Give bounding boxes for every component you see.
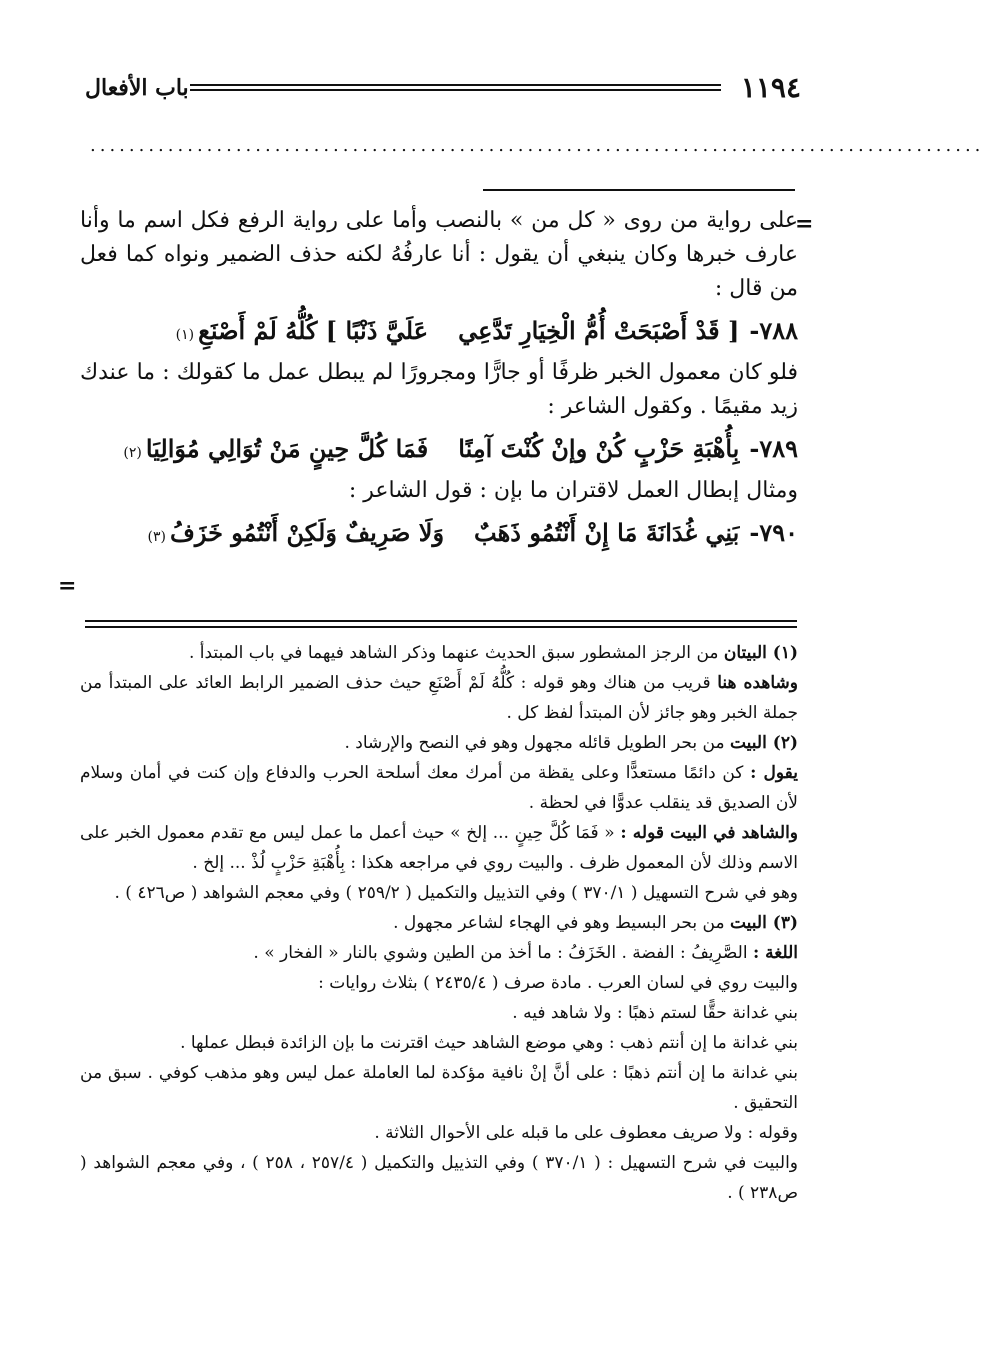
footnote-line: (٣) البيت من بحر البسيط وهو في الهجاء لشاعر مجهول . (393, 913, 798, 933)
footnote-line: وشاهده هنا قريب من هناك وهو قوله : كُلُّهُ لَمْ أَصْنَعِ حيث حذف الضمير الرابط العائد على المبتدأ من جملة الخبر وهو جائز لأن المبتدأ لفظ كل . (80, 673, 798, 723)
verse-number: ٧٨٨- (749, 316, 798, 345)
verse-hemistich-2: فَمَا كُلَّ حِينٍ مَنْ تُوَالِي مُوَالِيَا (145, 434, 429, 463)
main-text (80, 204, 798, 558)
verse-hemistich-2: وَلَا صَرِيفٌ وَلَكِنْ أَنْتُمُو خَزَفُ (169, 518, 445, 547)
page-header (85, 70, 801, 106)
header-rule (190, 84, 721, 91)
footnotes (80, 638, 798, 1208)
footnote-line: والبيت في شرح التسهيل : ( ٣٧٠/١ ) وفي التذييل والتكميل ( ٢٥٧/٤ ، ٢٥٨ ) ، وفي معجم الشواهد ( ص٢٣٨ ) . (80, 1153, 798, 1203)
continuation-mark-end: = (58, 573, 77, 599)
verse-hemistich-1: بِأُهْبَةِ حَزْبٍ كُنْ وإنْ كُنْتَ آمِنًا (458, 434, 740, 463)
verse-hemistich-2: عَلَيَّ ذَنْبًا ] كُلُّهُ لَمْ أَصْنَعِ (198, 316, 429, 345)
paragraph-1: على رواية من روى « كل من » بالنصب وأما على رواية الرفع فكل اسم ما وأنا عارف خبرها وكان ينبغي أن يقول : أنا عارفُهُ لكنه حذف الضمير ونواه كما فعل من قال : (80, 208, 798, 301)
footnote-line: بني غدانة حقًّا لستم ذهبًا : ولا شاهد فيه . (512, 1003, 798, 1023)
footnote-marker: (٣) (147, 529, 166, 545)
footnote-line: بني غدانة ما إن أنتم ذهبًا : على أنَّ إنْ نافية مؤكدة لما العاملة عمل ليس وهو مذهب كوفي . سبق من التحقيق . (80, 1063, 798, 1113)
verse-790 (80, 508, 798, 558)
footnote-line: والبيت روي في لسان العرب . مادة صرف ( ٢٤٣٥/٤ ) بثلاث روايات : (318, 973, 798, 993)
footnote-line: والشاهد في البيت قوله : « فَمَا كُلَّ حِينٍ ... إلخ » حيث أعمل ما عمل ليس مع تقدم معمول الخبر على الاسم وذلك لأن المعمول ظرف . والبيت روي في مراجعه هكذا : بِأُهْبَةِ حَزْبٍ لُذْ ... إلخ . (80, 823, 798, 873)
footnote-line: يقول : كن دائمًا مستعدًّا وعلى يقظة من أمرك معك أسلحة الحرب والدفاع وإن كنت في أمان وسلام لأن الصديق قد ينقلب عدوًّا في لحظة . (80, 763, 798, 813)
verse-number: ٧٩٠- (749, 518, 798, 547)
footnote-line: وقوله : ولا صريف معطوف على ما قبله على الأحوال الثلاثة . (374, 1123, 798, 1143)
verse-788 (80, 306, 798, 356)
paragraph-2: فلو كان معمول الخبر ظرفًا أو جارًّا ومجرورًا لم يبطل عمل ما كقولك : ما عندك زيد مقيمًا . وكقول الشاعر : (80, 360, 798, 419)
verse-hemistich-1: [ قَدْ أَصْبَحَتْ أُمُّ الْخِيَارِ تَدَّعِي (458, 316, 740, 345)
chapter-title: باب الأفعال (85, 75, 189, 101)
footnote-separator (85, 620, 797, 628)
short-rule (483, 189, 795, 191)
dotted-separator: ............................................................................................ (90, 135, 984, 156)
footnote-line: وهو في شرح التسهيل ( ٣٧٠/١ ) وفي التذييل والتكميل ( ٢٥٩/٢ ) وفي معجم الشواهد ( ص٤٢٦ ) . (114, 883, 798, 903)
verse-hemistich-1: بَنِي غُدَانَةَ مَا إِنْ أَنْتُمُو ذَهَبٌ (474, 518, 740, 547)
paragraph-3: ومثال إبطال العمل لاقتران ما بإن : قول الشاعر : (348, 478, 798, 503)
footnote-line: (١) البيتان من الرجز المشطور سبق الحديث عنهما وذكر الشاهد فيهما في باب المبتدأ . (188, 643, 798, 663)
continuation-mark: = (795, 211, 814, 237)
footnote-line: بني غدانة ما إن أنتم ذهب : وهي موضع الشاهد حيث اقترنت ما بإن الزائدة فبطل عملها . (180, 1033, 798, 1053)
footnote-line: اللغة : الصَّرِيفُ : الفضة . الخَزَفُ : ما أخذ من الطين وشوي بالنار « الفخار » . (253, 943, 798, 963)
footnote-marker: (١) (175, 327, 195, 343)
footnote-marker: (٢) (123, 445, 142, 461)
page-number: ١١٩٤ (740, 71, 801, 104)
verse-number: ٧٨٩- (749, 434, 798, 463)
footnote-line: (٢) البيت من بحر الطويل قائله مجهول وهو في النصح والإرشاد . (344, 733, 798, 753)
verse-789 (80, 424, 798, 474)
